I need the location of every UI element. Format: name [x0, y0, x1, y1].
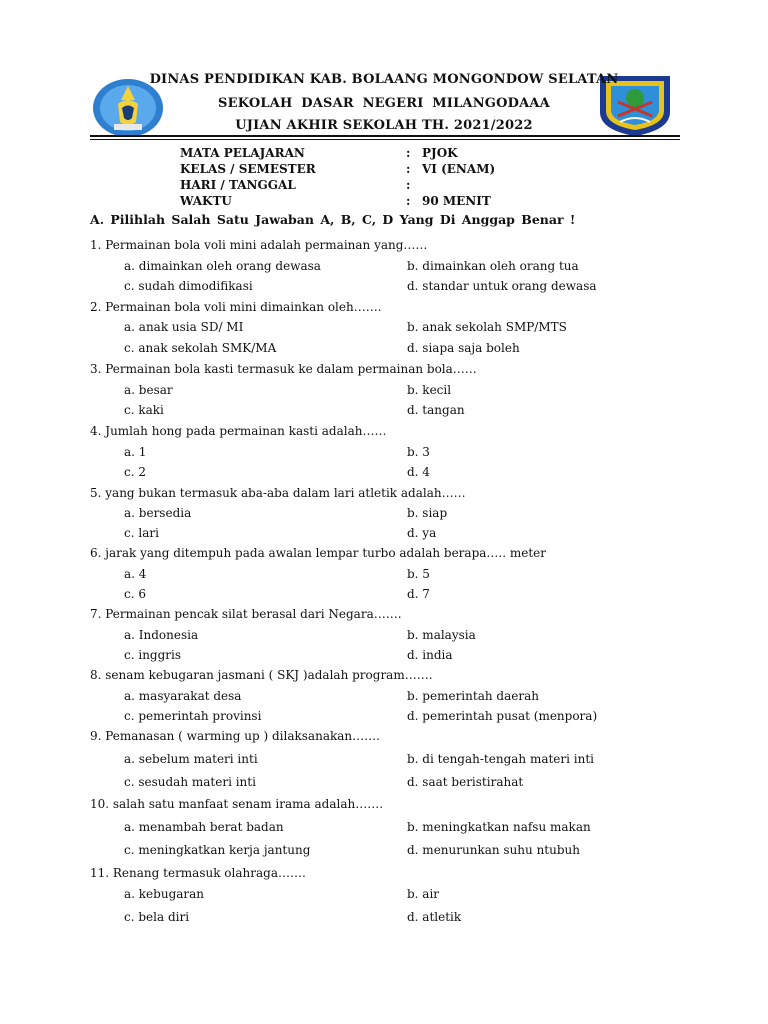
option-c: c. 6 [124, 587, 146, 601]
option-c: c. pemerintah provinsi [124, 709, 262, 723]
option-d: d. india [407, 648, 453, 662]
info-colon: : [406, 162, 411, 176]
instruction: A. Pilihlah Salah Satu Jawaban A, B, C, D Yang Di Anggap Benar ! [90, 212, 576, 227]
option-d: d. menurunkan suhu ntubuh [407, 843, 580, 857]
header-rule-thin [90, 139, 680, 140]
info-value: VI (ENAM) [422, 162, 496, 176]
option-b: b. siap [407, 506, 448, 520]
option-c: c. 2 [124, 465, 146, 479]
option-a: a. menambah berat badan [124, 820, 284, 834]
question-2: 2. Permainan bola voli mini dimainkan oleh……. [90, 300, 382, 314]
option-b: b. kecil [407, 383, 452, 397]
header-line-1: DINAS PENDIDIKAN KAB. BOLAANG MONGONDOW SELATAN [149, 72, 619, 87]
option-a: a. 4 [124, 567, 147, 581]
option-b: b. 5 [407, 567, 430, 581]
option-c: c. sesudah materi inti [124, 775, 256, 789]
question-6: 6. jarak yang ditempuh pada awalan lempar turbo adalah berapa….. meter [90, 546, 546, 560]
info-colon: : [406, 146, 411, 160]
option-c: c. kaki [124, 403, 164, 417]
header-rule-thick [90, 135, 680, 137]
option-a: a. Indonesia [124, 628, 199, 642]
question-10: 10. salah satu manfaat senam irama adalah……. [90, 797, 384, 811]
option-d: d. pemerintah pusat (menpora) [407, 709, 598, 723]
option-a: a. anak usia SD/ MI [124, 320, 244, 334]
option-b: b. di tengah-tengah materi inti [407, 752, 595, 766]
header-line-2: SEKOLAH DASAR NEGERI MILANGODAAA [218, 96, 550, 111]
info-label: WAKTU [180, 194, 232, 208]
info-colon: : [406, 194, 411, 208]
option-c: c. meningkatkan kerja jantung [124, 843, 311, 857]
option-b: b. dimainkan oleh orang tua [407, 259, 579, 273]
question-11: 11. Renang termasuk olahraga……. [90, 866, 306, 880]
option-a: a. dimainkan oleh orang dewasa [124, 259, 321, 273]
question-1: 1. Permainan bola voli mini adalah permainan yang…… [90, 238, 428, 252]
info-label: HARI / TANGGAL [180, 178, 296, 192]
option-c: c. bela diri [124, 910, 190, 924]
question-4: 4. Jumlah hong pada permainan kasti adalah…… [90, 424, 387, 438]
option-d: d. saat beristirahat [407, 775, 524, 789]
option-a: a. masyarakat desa [124, 689, 242, 703]
info-label: KELAS / SEMESTER [180, 162, 316, 176]
info-label: MATA PELAJARAN [180, 146, 305, 160]
question-5: 5. yang bukan termasuk aba-aba dalam lari atletik adalah…… [90, 486, 466, 500]
option-c: c. inggris [124, 648, 182, 662]
option-c: c. anak sekolah SMK/MA [124, 341, 277, 355]
option-a: a. besar [124, 383, 173, 397]
option-d: d. ya [407, 526, 437, 540]
option-d: d. atletik [407, 910, 462, 924]
option-b: b. malaysia [407, 628, 476, 642]
question-8: 8. senam kebugaran jasmani ( SKJ )adalah program……. [90, 668, 433, 682]
option-a: a. bersedia [124, 506, 192, 520]
option-d: d. 7 [407, 587, 430, 601]
option-b: b. 3 [407, 445, 430, 459]
option-d: d. 4 [407, 465, 430, 479]
option-a: a. 1 [124, 445, 147, 459]
option-b: b. meningkatkan nafsu makan [407, 820, 591, 834]
option-a: a. kebugaran [124, 887, 205, 901]
option-c: c. lari [124, 526, 159, 540]
option-b: b. pemerintah daerah [407, 689, 539, 703]
option-d: d. tangan [407, 403, 465, 417]
option-b: b. air [407, 887, 440, 901]
question-3: 3. Permainan bola kasti termasuk ke dalam permainan bola…… [90, 362, 477, 376]
option-d: d. standar untuk orang dewasa [407, 279, 597, 293]
option-a: a. sebelum materi inti [124, 752, 258, 766]
header-line-3: UJIAN AKHIR SEKOLAH TH. 2021/2022 [235, 118, 533, 133]
question-9: 9. Pemanasan ( warming up ) dilaksanakan……. [90, 729, 380, 743]
option-b: b. anak sekolah SMP/MTS [407, 320, 567, 334]
option-c: c. sudah dimodifikasi [124, 279, 253, 293]
info-value: PJOK [422, 146, 458, 160]
info-value: 90 MENIT [422, 194, 491, 208]
option-d: d. siapa saja boleh [407, 341, 520, 355]
question-7: 7. Permainan pencak silat berasal dari Negara……. [90, 607, 402, 621]
info-colon: : [406, 178, 411, 192]
